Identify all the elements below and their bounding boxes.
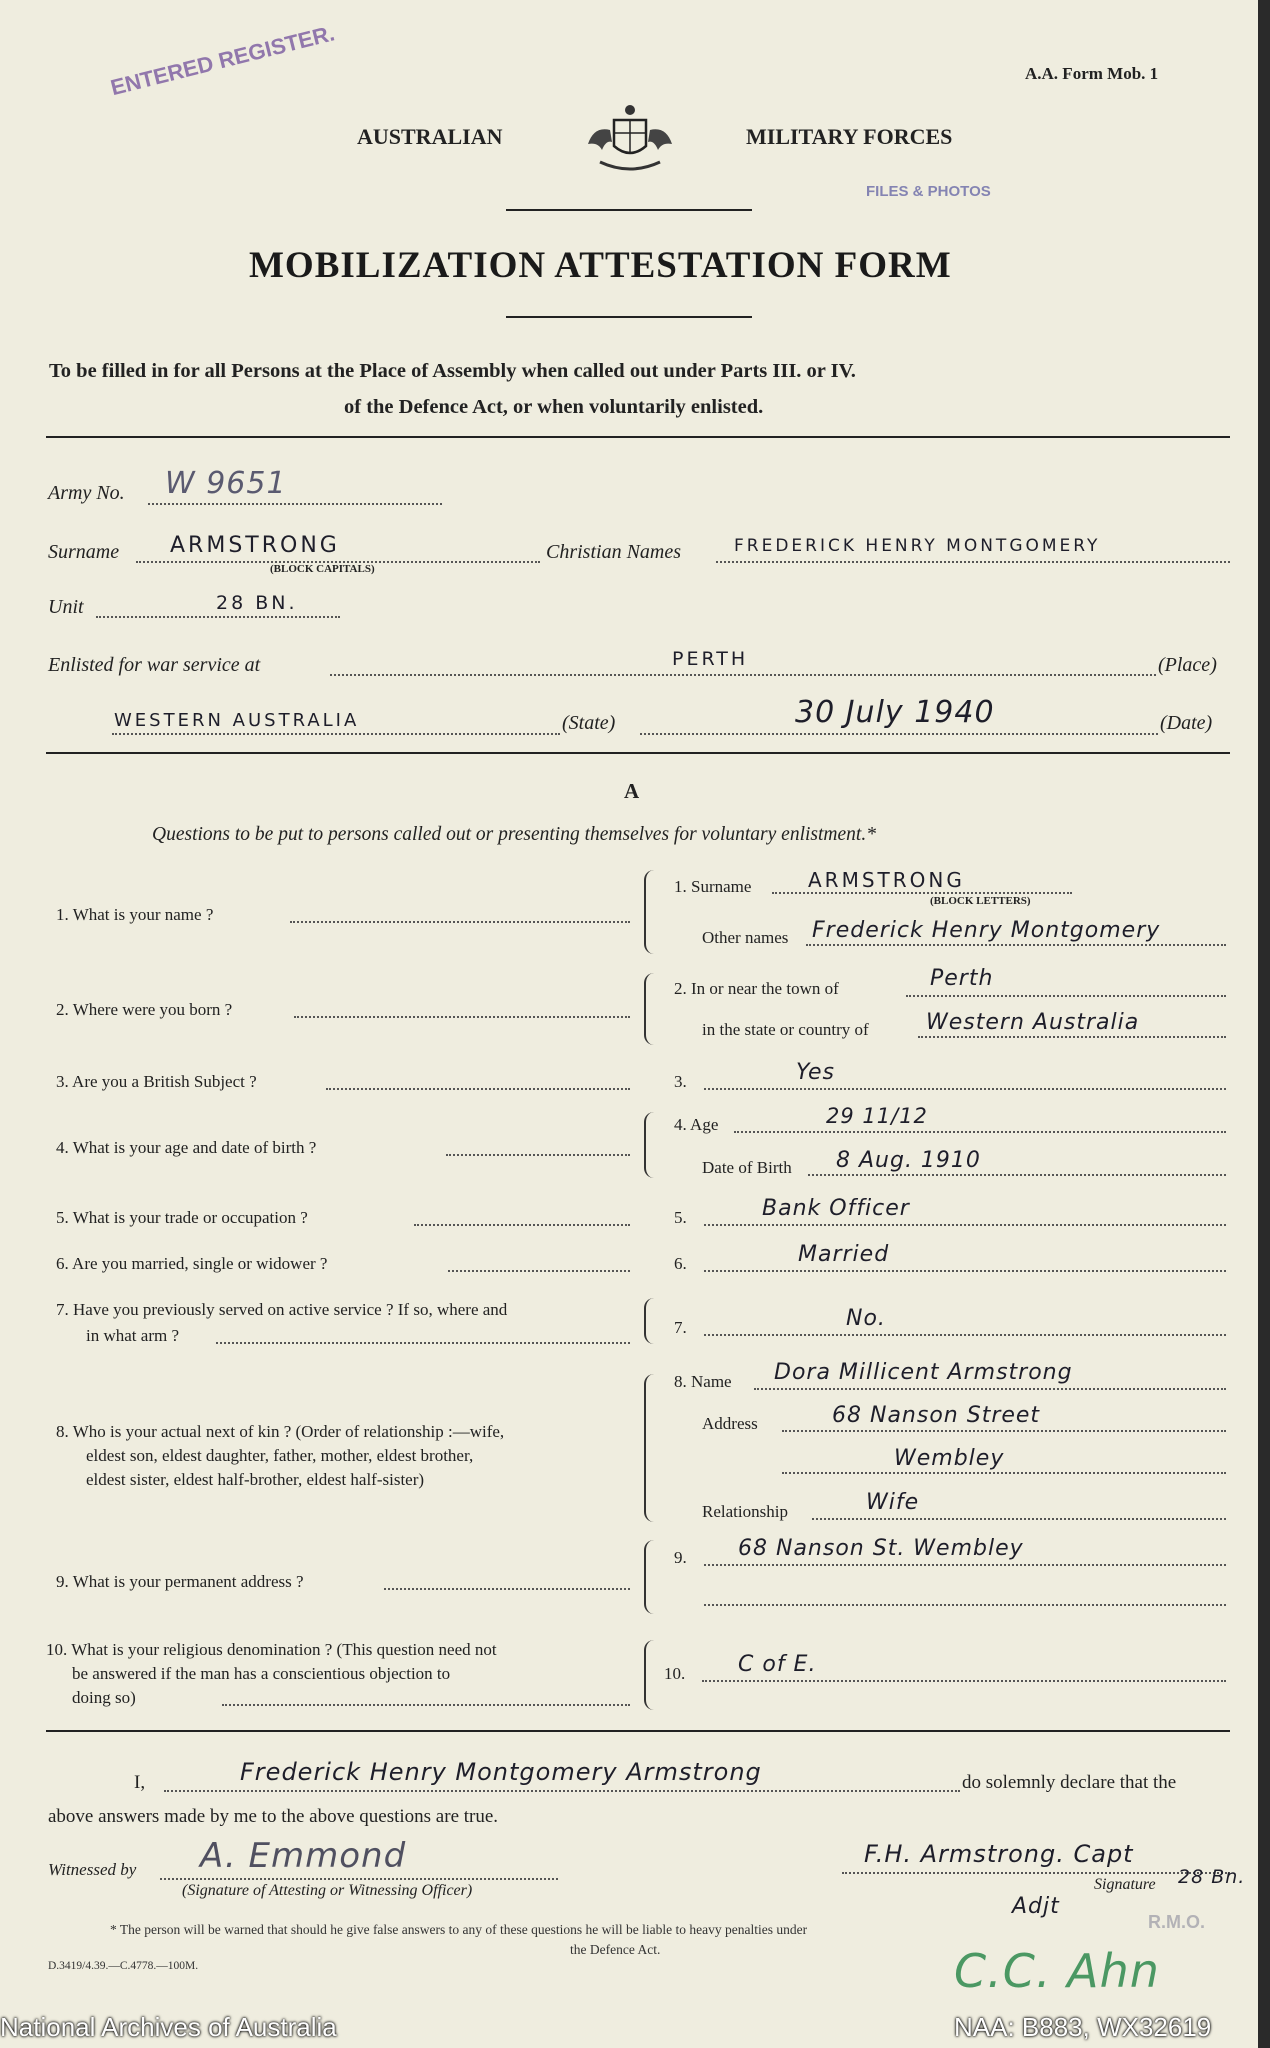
unit-label: Unit: [48, 596, 84, 618]
state-value: WESTERN AUSTRALIA: [114, 710, 360, 731]
green-ink-signature: C.C. Ahn: [954, 1944, 1160, 1998]
header-australian: AUSTRALIAN: [357, 124, 503, 149]
answer-1-other-label: Other names: [702, 928, 789, 947]
christian-names-value: FREDERICK HENRY MONTGOMERY: [734, 536, 1101, 556]
section-letter: A: [624, 779, 640, 803]
adjutant-mark: Adjt: [1012, 1894, 1060, 1919]
answer-8-relationship-value: Wife: [866, 1490, 920, 1515]
signature-caption: Signature: [1094, 1876, 1156, 1893]
footnote-line-2: the Defence Act.: [570, 1942, 661, 1957]
answer-7-value: No.: [846, 1306, 886, 1331]
member-signature: F.H. Armstrong. Capt: [864, 1840, 1134, 1868]
files-stamp: FILES & PHOTOS: [866, 183, 991, 200]
declaration-name: Frederick Henry Montgomery Armstrong: [240, 1758, 762, 1786]
answer-8-name-label: 8. Name: [674, 1372, 732, 1391]
question-6: 6. Are you married, single or widower ?: [56, 1254, 328, 1273]
archive-label: National Archives of Australia: [0, 2012, 337, 2042]
army-no-label: Army No.: [48, 482, 125, 504]
answer-7-number: 7.: [674, 1318, 687, 1337]
answer-9-value: 68 Nanson St. Wembley: [738, 1536, 1024, 1561]
answer-4-dob-label: Date of Birth: [702, 1158, 792, 1177]
answer-2-town-value: Perth: [930, 966, 994, 991]
answer-3-number: 3.: [674, 1072, 687, 1091]
question-2: 2. Where were you born ?: [56, 1000, 233, 1019]
answer-8-address-line-1: 68 Nanson Street: [832, 1403, 1041, 1428]
answer-5-value: Bank Officer: [762, 1196, 910, 1221]
question-8-line-2: eldest son, eldest daughter, father, mother, eldest brother,: [86, 1446, 474, 1465]
question-3: 3. Are you a British Subject ?: [56, 1072, 257, 1091]
coat-of-arms-icon: [580, 100, 680, 180]
answer-1-block-letters: (BLOCK LETTERS): [930, 895, 1031, 907]
answer-5-number: 5.: [674, 1208, 687, 1227]
date-value: 30 July 1940: [795, 695, 995, 730]
answer-8-address-line-2: Wembley: [894, 1446, 1005, 1471]
answer-1-other-value: Frederick Henry Montgomery: [812, 918, 1161, 943]
intro-line-2: of the Defence Act, or when voluntarily enlisted.: [344, 396, 764, 418]
question-4: 4. What is your age and date of birth ?: [56, 1138, 317, 1157]
answer-3-value: Yes: [796, 1060, 836, 1085]
christian-names-label: Christian Names: [546, 541, 682, 563]
enlisted-place-value: PERTH: [672, 648, 749, 670]
question-10-line-3: doing so): [72, 1688, 136, 1707]
surname-label: Surname: [48, 541, 120, 563]
question-9: 9. What is your permanent address ?: [56, 1572, 304, 1591]
question-8-line-3: eldest sister, eldest half-brother, eldest half-sister): [86, 1470, 425, 1489]
answer-4-age-value: 29 11/12: [826, 1104, 928, 1128]
details-rule: [46, 752, 1230, 754]
date-label: (Date): [1160, 712, 1213, 734]
place-label: (Place): [1158, 654, 1217, 676]
question-5: 5. What is your trade or occupation ?: [56, 1208, 308, 1227]
declaration-line-2: above answers made by me to the above questions are true.: [48, 1806, 499, 1827]
state-label: (State): [562, 712, 616, 734]
question-10-line-2: be answered if the man has a conscientious objection to: [72, 1664, 451, 1683]
rmo-stamp: R.M.O.: [1148, 1912, 1205, 1932]
answer-4-dob-value: 8 Aug. 1910: [836, 1148, 981, 1173]
enlisted-label: Enlisted for war service at: [48, 654, 261, 676]
answer-8-address-label: Address: [702, 1414, 758, 1433]
print-code: D.3419/4.39.—C.4778.—100M.: [48, 1960, 199, 1972]
question-1: 1. What is your name ?: [56, 905, 214, 924]
scan-edge: [1258, 0, 1270, 2048]
questions-heading: Questions to be put to persons called out or presenting themselves for voluntary enlistment.*: [152, 824, 876, 845]
question-10-line-1: 10. What is your religious denomination ? (This question need not: [46, 1640, 497, 1659]
intro-line-1: To be filled in for all Persons at the Place of Assembly when called out under Parts III. or IV.: [49, 360, 856, 382]
questions-rule: [46, 1730, 1230, 1732]
answer-8-name-value: Dora Millicent Armstrong: [774, 1360, 1073, 1385]
header-military-forces: MILITARY FORCES: [746, 124, 953, 149]
question-7-line-1: 7. Have you previously served on active service ? If so, where and: [56, 1300, 508, 1319]
header-divider: [506, 209, 752, 211]
answer-6-number: 6.: [674, 1254, 687, 1273]
officer-signature: A. Emmond: [200, 1836, 407, 1876]
answer-2-state-label: in the state or country of: [702, 1020, 869, 1039]
entered-register-stamp: ENTERED REGISTER.: [108, 20, 338, 101]
army-no-value: W 9651: [165, 466, 287, 501]
footnote-line-1: * The person will be warned that should he give false answers to any of these questions he will be liable to heavy penalties under: [110, 1922, 808, 1937]
answer-2-town-label: 2. In or near the town of: [674, 979, 839, 998]
archive-reference: NAA: B883, WX32619: [954, 2012, 1212, 2042]
witnessed-by-label: Witnessed by: [48, 1860, 137, 1879]
block-capitals-note: (BLOCK CAPITALS): [270, 563, 375, 575]
unit-mark: 28 Bn.: [1178, 1866, 1246, 1888]
declaration-i: I,: [134, 1772, 146, 1793]
answer-4-age-label: 4. Age: [674, 1115, 719, 1134]
surname-value: ARMSTRONG: [170, 533, 340, 558]
question-8-line-1: 8. Who is your actual next of kin ? (Order of relationship :—wife,: [56, 1422, 505, 1441]
answer-10-value: C of E.: [738, 1652, 817, 1677]
officer-signature-caption: (Signature of Attesting or Witnessing Officer): [182, 1882, 473, 1899]
title-divider: [506, 316, 752, 318]
question-7-line-2: in what arm ?: [86, 1326, 179, 1345]
unit-value: 28 BN.: [216, 592, 298, 614]
answer-1-label: 1. Surname: [674, 877, 752, 896]
answer-6-value: Married: [798, 1242, 890, 1267]
declaration-line-1-end: do solemnly declare that the: [962, 1772, 1177, 1793]
answer-9-number: 9.: [674, 1548, 687, 1567]
form-number: A.A. Form Mob. 1: [1025, 64, 1159, 83]
intro-rule: [46, 436, 1230, 438]
form-title: MOBILIZATION ATTESTATION FORM: [249, 245, 952, 286]
answer-8-relationship-label: Relationship: [702, 1502, 788, 1521]
answer-10-number: 10.: [664, 1664, 686, 1683]
answer-2-state-value: Western Australia: [926, 1010, 1140, 1035]
answer-1-surname: ARMSTRONG: [808, 868, 965, 892]
